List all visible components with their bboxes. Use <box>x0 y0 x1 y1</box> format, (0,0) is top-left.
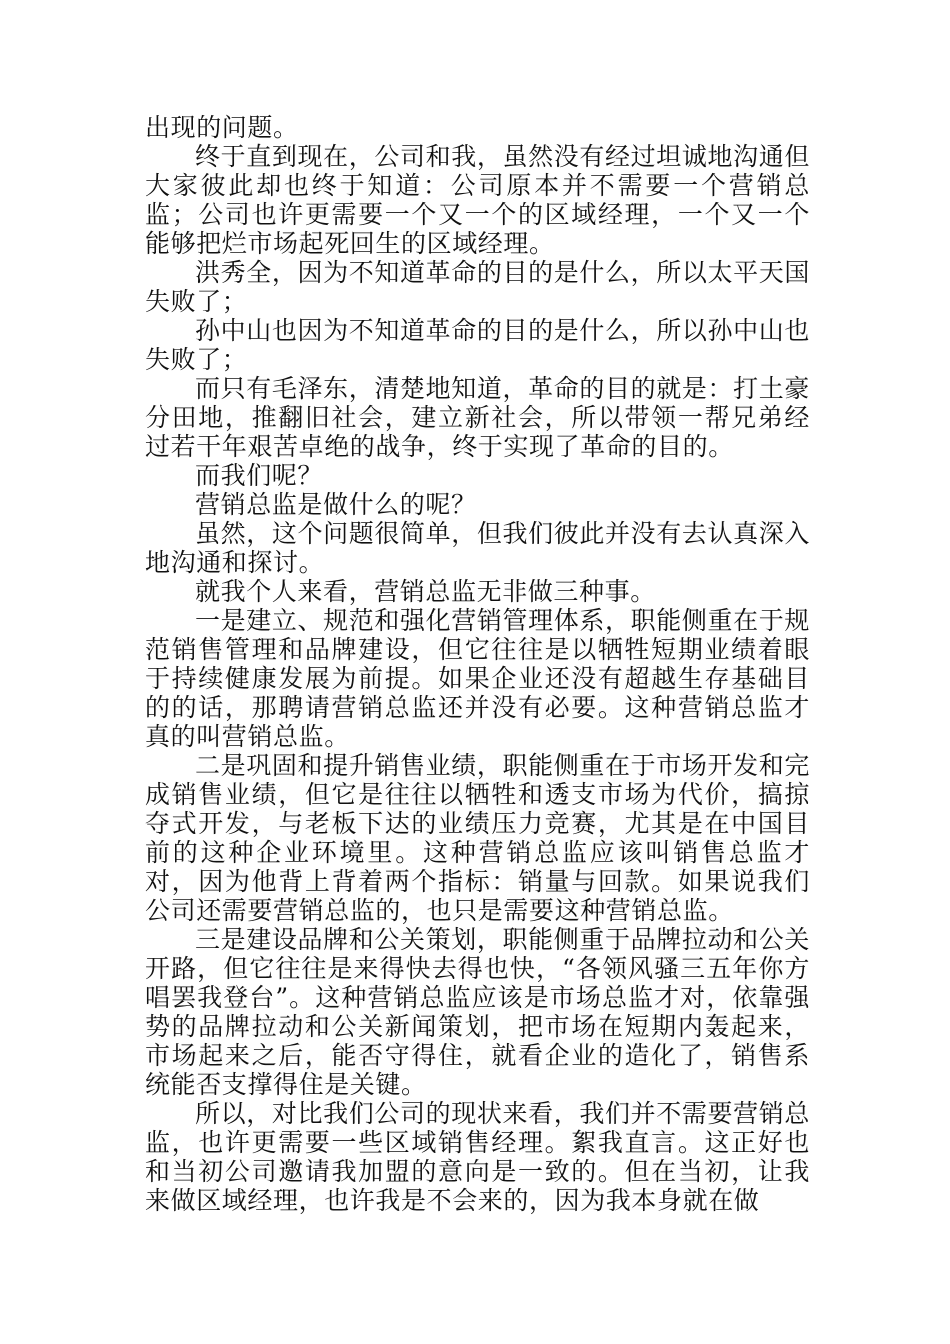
paragraph-4: 孙中山也因为不知道革命的目的是什么，所以孙中山也失败了； <box>145 316 810 374</box>
paragraph-1: 出现的问题。 <box>145 113 299 142</box>
paragraph-8: 虽然，这个问题很简单，但我们彼此并没有去认真深入地沟通和探讨。 <box>145 519 810 577</box>
paragraph-10: 一是建立、规范和强化营销管理体系，职能侧重在于规范销售管理和品牌建设，但它往往是以牺牲短期业绩着眼于持续健康发展为前提。如果企业还没有超越生存基础目的的话，那聘请营销总监还并没有必要。这种营销总监才真的叫营销总监。 <box>145 606 810 751</box>
paragraph-6: 而我们呢？ <box>195 461 324 490</box>
paragraph-9: 就我个人来看，营销总监无非做三种事。 <box>195 577 656 606</box>
paragraph-2: 终于直到现在，公司和我，虽然没有经过坦诚地沟通但大家彼此却也终于知道：公司原本并不需要一个营销总监；公司也许更需要一个又一个的区域经理，一个又一个能够把烂市场起死回生的区域经理。 <box>145 142 810 258</box>
paragraph-7: 营销总监是做什么的呢？ <box>195 490 477 519</box>
paragraph-13: 所以，对比我们公司的现状来看，我们并不需要营销总监，也许更需要一些区域销售经理。絮我直言。这正好也和当初公司邀请我加盟的意向是一致的。但在当初，让我来做区域经理，也许我是不会来的，因为我本身就在做 <box>145 1099 810 1215</box>
paragraph-12: 三是建设品牌和公关策划，职能侧重于品牌拉动和公关开路，但它往往是来得快去得也快，“各领风骚三五年你方唱罢我登台”。这种营销总监应该是市场总监才对，依靠强势的品牌拉动和公关新闻策划，把市场在短期内轰起来，市场起来之后，能否守得住，就看企业的造化了，销售系统能否支撑得住是关键。 <box>145 925 810 1099</box>
paragraph-5: 而只有毛泽东，清楚地知道，革命的目的就是：打土豪分田地，推翻旧社会，建立新社会，所以带领一帮兄弟经过若干年艰苦卓绝的战争，终于实现了革命的目的。 <box>145 374 810 461</box>
paragraph-11: 二是巩固和提升销售业绩，职能侧重在于市场开发和完成销售业绩，但它是往往以牺牲和透支市场为代价，搞掠夺式开发，与老板下达的业绩压力竞赛，尤其是在中国目前的这种企业环境里。这种营销总监应该叫销售总监才对，因为他背上背着两个指标：销量与回款。如果说我们公司还需要营销总监的，也只是需要这种营销总监。 <box>145 751 810 925</box>
document-body <box>145 113 810 1215</box>
paragraph-3: 洪秀全，因为不知道革命的目的是什么，所以太平天国失败了； <box>145 258 810 316</box>
